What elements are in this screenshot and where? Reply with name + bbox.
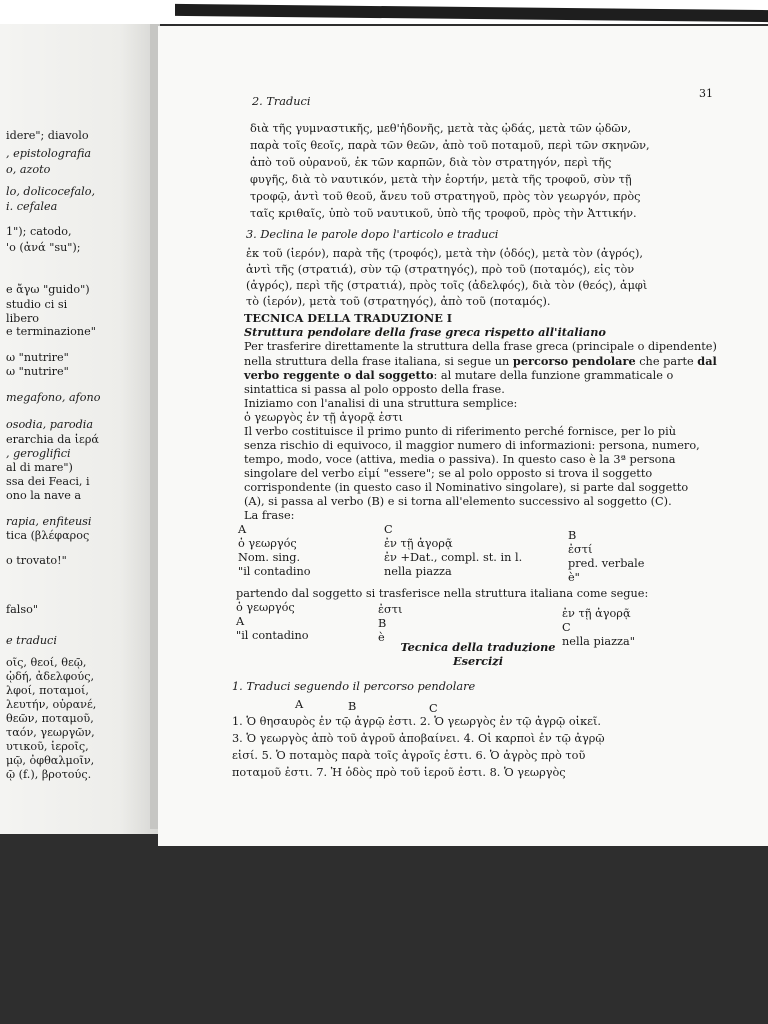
paragraph-line: (A), si passa al verbo (B) e si torna all'elemento successivo al soggetto (C). — [244, 495, 672, 508]
exercises-subtitle: Esercizi — [453, 654, 503, 668]
left-page-line: , epistolografia — [6, 147, 92, 160]
paragraph-line: sintattica si passa al polo opposto della frase. — [244, 383, 505, 396]
left-page-line: tica (βλέφαρος — [6, 529, 90, 542]
transfer-intro: partendo dal soggetto si trasferisce nella struttura italiana come segue: — [236, 587, 649, 600]
analysis-note-c: ἐν +Dat., compl. st. in l. — [384, 551, 523, 564]
left-page-line: libero — [6, 312, 40, 325]
left-page-line: e ἄγω "guido") — [6, 283, 90, 296]
emphasis-text: percorso pendolare — [512, 354, 636, 368]
left-page-line: 'o (ἀνά "su"); — [6, 241, 81, 254]
abc-label-a: A — [295, 698, 304, 711]
paragraph-line: singolare del verbo εἰμί "essere"; se al polo opposto si trova il soggetto — [244, 467, 653, 480]
left-page-line: i. cefalea — [6, 200, 58, 213]
exercise-line: 3. Ὁ γεωργὸς ἀπὸ τοῦ ἀγροῦ ἀποβαίνει. 4. Οἱ καρποὶ ἐν τῷ ἀγρῷ — [232, 732, 605, 745]
exercise-line: φυγῆς, διὰ τὸ ναυτικόν, μετὰ τὴν ἑορτήν, μετὰ τῆς τροφοῦ, σὺν τῇ — [250, 173, 632, 186]
transfer-italian-b: è — [378, 631, 385, 644]
left-page-line: o trovato!" — [6, 554, 67, 567]
left-page-line: falso" — [6, 603, 39, 616]
exercise-line: παρὰ τοῖς θεοῖς, παρὰ τῶν θεῶν, ἀπὸ τοῦ ποταμοῦ, περὶ τῶν σκηνῶν, — [250, 139, 650, 152]
analysis-note-a: Nom. sing. — [238, 551, 301, 564]
analysis-label-b: B — [568, 529, 577, 542]
paragraph-line — [244, 370, 673, 381]
paragraph-line: Per trasferire direttamente la struttura della frase greca (principale o dipendente) — [244, 340, 717, 353]
exercise-line: ἐκ τοῦ (ἱερόν), παρὰ τῆς (τροφός), μετὰ τὴν (ὁδός), μετὰ τὸν (ἀγρός), — [246, 247, 643, 260]
transfer-label-c: C — [562, 621, 571, 634]
transfer-label-b: B — [378, 617, 387, 630]
exercise-line: τροφῷ, ἀντὶ τοῦ θεοῦ, ἄνευ τοῦ στρατηγοῦ, πρὸς τὸν γεωργόν, πρὸς — [250, 190, 641, 203]
abc-label-c: C — [429, 702, 438, 715]
paragraph-line: La frase: — [244, 509, 295, 522]
exercise-line: 1. Ὁ θησαυρὸς ἐν τῷ ἀγρῷ ἐστι. 2. Ὁ γεωργὸς ἐν τῷ ἀγρῷ οἰκεῖ. — [232, 715, 601, 728]
left-page-line: λευτήν, οὐρανέ, — [6, 698, 97, 711]
left-page-line: μῷ, ὀφθαλμοῖν, — [6, 754, 95, 767]
right-page — [158, 26, 768, 846]
transfer-italian-a: "il contadino — [236, 629, 309, 642]
emphasis-text: dal — [697, 354, 717, 368]
left-page-line: idere"; diavolo — [6, 129, 89, 142]
exercise-line: ἀντὶ τῆς (στρατιά), σὺν τῷ (στρατηγός), πρὸ τοῦ (ποταμός), εἰς τὸν — [246, 263, 635, 276]
left-page-line: ω "nutrire" — [6, 365, 69, 378]
left-page-line: studio ci si — [6, 298, 68, 311]
greek-example: ὁ γεωργὸς ἐν τῇ ἀγορᾷ ἐστι — [244, 411, 403, 424]
exercise-heading: 1. Traduci seguendo il percorso pendolare — [232, 680, 476, 693]
analysis-note-b: è" — [568, 571, 580, 584]
left-page-line: lo, dolicocefalo, — [6, 185, 96, 198]
analysis-greek-c: ἐν τῇ ἀγορᾷ — [384, 537, 453, 550]
transfer-greek-c: ἐν τῇ ἀγορᾷ — [562, 607, 631, 620]
left-page-line: οῖς, θεοί, θεῷ, — [6, 656, 87, 669]
left-page-line: al di mare") — [6, 461, 73, 474]
section-heading: 3. Declina le parole dopo l'articolo e traduci — [246, 228, 499, 241]
text-run: nella struttura della frase italiana, si segue un — [244, 355, 513, 368]
analysis-note-a: "il contadino — [238, 565, 311, 578]
left-page-line: ssa dei Feaci, i — [6, 475, 90, 488]
transfer-greek-b: ἐστι — [378, 603, 403, 616]
left-page-line: , geroglifici — [6, 447, 71, 460]
paragraph-line: tempo, modo, voce (attiva, media o passiva). In questo caso è la 3ª persona — [244, 453, 676, 466]
transfer-label-a: A — [236, 615, 245, 628]
left-page-line: ono la nave a — [6, 489, 82, 502]
transfer-italian-c: nella piazza" — [562, 635, 635, 648]
analysis-label-c: C — [384, 523, 393, 536]
left-page-line: ω "nutrire" — [6, 351, 69, 364]
left-page-line: θεῶν, ποταμοῦ, — [6, 712, 94, 725]
left-page-line: rapia, enfiteusi — [6, 515, 92, 528]
left-page-line: erarchia da ἱερά — [6, 433, 99, 446]
analysis-note-b: pred. verbale — [568, 557, 645, 570]
emphasis-text: verbo reggente o dal soggetto — [244, 368, 434, 382]
left-page-line: λφοί, ποταμοί, — [6, 684, 89, 697]
left-page-line: ταόν, γεωργῶν, — [6, 726, 95, 739]
paragraph-line: Il verbo costituisce il primo punto di riferimento perché fornisce, per lo più — [244, 425, 676, 438]
left-page — [0, 24, 160, 834]
exercise-line: ταῖς κριθαῖς, ὑπὸ τοῦ ναυτικοῦ, ὑπὸ τῆς τροφοῦ, πρὸς τὴν Ἀττικήν. — [250, 207, 637, 220]
left-page-line: e terminazione" — [6, 325, 96, 338]
exercise-line: ἀπὸ τοῦ οὐρανοῦ, ἐκ τῶν καρπῶν, διὰ τὸν στρατηγόν, περὶ τῆς — [250, 156, 612, 169]
text-run: che parte — [635, 355, 698, 368]
exercise-line: ποταμοῦ ἐστι. 7. Ἡ ὁδὸς πρὸ τοῦ ἱεροῦ ἐστι. 8. Ὁ γεωργὸς — [232, 766, 566, 779]
exercise-line: διὰ τῆς γυμναστικῆς, μεθ'ἡδονῆς, μετὰ τὰς ᾠδάς, μετὰ τῶν ᾠδῶν, — [250, 122, 632, 135]
section-heading: 2. Traduci — [252, 95, 311, 108]
text-run: : al mutare della funzione grammaticale o — [433, 369, 674, 382]
paragraph-line: corrispondente (in questo caso il Nominativo singolare), si parte dal soggetto — [244, 481, 689, 494]
analysis-greek-a: ὁ γεωργός — [238, 537, 297, 550]
left-page-line: megafono, afono — [6, 391, 101, 404]
left-page-line: e traduci — [6, 634, 57, 647]
exercise-line: τὸ (ἱερόν), μετὰ τοῦ (στρατηγός), ἀπὸ τοῦ (ποταμός). — [246, 295, 551, 308]
analysis-greek-b: ἐστί — [568, 543, 593, 556]
technique-subtitle: Struttura pendolare della frase greca rispetto all'italiano — [244, 325, 606, 339]
technique-title: TECNICA DELLA TRADUZIONE I — [244, 311, 453, 325]
paragraph-line: Iniziamo con l'analisi di una struttura semplice: — [244, 397, 518, 410]
left-page-line: osodia, parodia — [6, 418, 94, 431]
analysis-note-c: nella piazza — [384, 565, 452, 578]
analysis-label-a: A — [238, 523, 247, 536]
exercise-line: (ἀγρός), περὶ τῆς (στρατιά), πρὸς τοῖς (ἀδελφός), διὰ τὸν (θεός), ἀμφὶ — [246, 279, 648, 292]
abc-label-b: B — [348, 700, 357, 713]
paragraph-line — [244, 356, 717, 367]
transfer-greek-a: ὁ γεωργός — [236, 601, 295, 614]
left-page-line: υτικοῦ, ἱεροῖς, — [6, 740, 89, 753]
exercises-title: Tecnica della traduzione — [400, 640, 556, 654]
left-page-line: ῷ (f.), βροτούς. — [6, 768, 92, 781]
left-page-line: ᾠδή, ἀδελφούς, — [6, 670, 95, 683]
paragraph-line: senza rischio di equivoco, il maggior numero di informazioni: persona, numero, — [244, 439, 700, 452]
left-page-line: 1"); catodo, — [6, 225, 72, 238]
left-page-line: o, azoto — [6, 163, 51, 176]
page-number: 31 — [699, 87, 713, 100]
exercise-line: εἰσί. 5. Ὁ ποταμὸς παρὰ τοῖς ἀγροῖς ἐστι. 6. Ὁ ἀγρὸς πρὸ τοῦ — [232, 749, 586, 762]
